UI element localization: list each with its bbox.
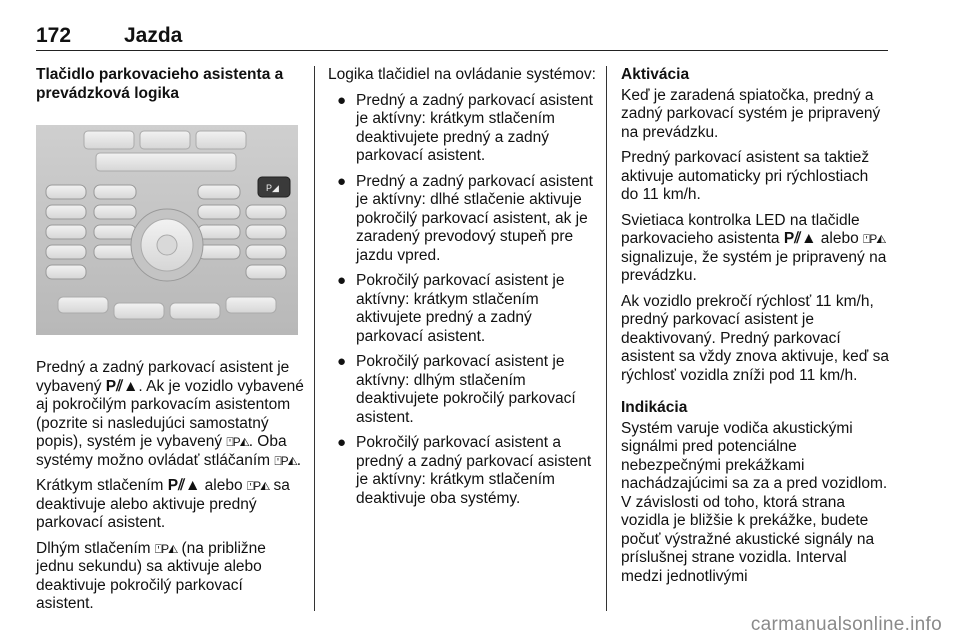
bullet-icon: ● — [337, 91, 347, 109]
heading-activation: Aktivácia — [621, 66, 690, 83]
advanced-parking-assist-icon: ⍞P◭ — [246, 479, 270, 493]
button-logic-intro: Logika tlačidiel na ovládanie systémov: — [328, 66, 596, 83]
button-logic-list — [328, 92, 596, 509]
chapter-title: Jazda — [124, 24, 183, 47]
advanced-parking-assist-icon: ⍞P◭ — [863, 232, 886, 246]
parking-assist-icon: P⫽▲ — [105, 377, 139, 395]
list-item: ● Pokročilý parkovací asistent je aktívny: krátkym stlačením aktivujete predný a zadný parkovací asistent. — [337, 272, 565, 345]
column-divider-1 — [314, 66, 315, 611]
center-console-image — [36, 125, 298, 335]
paragraph-speed-limit: Ak vozidlo prekročí rýchlosť 11 km/h, predný parkovací asistent je deaktivovaný. Predný parkovací asistent sa vždy znova aktivuje, keď sa rýchlosť vozidla zníži pod 11 km/h. — [621, 292, 889, 384]
section-heading-button-logic: Tlačidlo parkovacieho asistenta a prevádzková logika — [36, 66, 284, 102]
paragraph-indication: Systém varuje vodiča akustickými signálmi pred potenciálne nebezpečnými prekážkami nachádzajúcimi sa za a pred vozidlom. V závislosti od toho, ktorá strana vozidla je bližšie k prekážke, budete počuť výstražné akustické signály na príslušnej strane vozidla. Interval medzi jednotlivými — [621, 419, 888, 585]
bullet-icon: ● — [337, 353, 347, 370]
bullet-icon: ● — [337, 434, 347, 451]
bullet-icon: ● — [337, 272, 347, 289]
column-1 — [36, 66, 304, 621]
console-illustration — [36, 125, 298, 335]
paragraph-short-press: Krátkym stlačením P⫽▲ alebo ⍞P◭ sa deaktivuje alebo aktivuje predný parkovací asistent. — [36, 477, 290, 531]
bullet-icon: ● — [337, 172, 347, 190]
column-2 — [328, 66, 596, 515]
parking-assist-icon: P⫽▲ — [167, 477, 201, 494]
column-divider-2 — [606, 66, 607, 611]
paragraph-reverse-gear: Keď je zaradená spiatočka, predný a zadný parkovací systém je pripravený na prevádzku. — [621, 86, 881, 141]
list-item: ● Predný a zadný parkovací asistent je aktívny: krátkym stlačením deaktivujete predný a zadný parkovací asistent. — [337, 91, 593, 164]
paragraph-equipped: Predný a zadný parkovací asistent je vybavený P⫽▲. Ak je vozidlo vybavené aj pokročilým parkovacím asistentom (pozrite si nasledujúci samostatný popis), systém je vybavený ⍞P◭. Oba systémy možno ovládať stláčaním ⍞P◭. — [36, 359, 304, 469]
paragraph-auto-activate: Predný parkovací asistent sa taktiež aktivuje automaticky pri rýchlostiach do 11 km/h. — [621, 149, 870, 203]
header-divider — [36, 50, 888, 51]
list-item: ● Predný a zadný parkovací asistent je aktívny: dlhé stlačenie aktivuje pokročilý parkovací asistent, ak je zaradený prevodový stupeň pre jazdu vpred. — [337, 172, 593, 264]
advanced-parking-assist-icon: ⍞P◭ — [226, 435, 249, 449]
advanced-parking-assist-icon: ⍞P◭ — [154, 541, 178, 556]
page-number: 172 — [36, 24, 72, 47]
column-3 — [621, 66, 889, 593]
parking-assist-icon: P⫽▲ — [783, 230, 817, 247]
list-item: ● Pokročilý parkovací asistent je aktívny: dlhým stlačením deaktivujete pokročilý parkovací asistent. — [337, 353, 576, 426]
watermark: carmanualsonline.info — [750, 614, 942, 635]
list-item: ● Pokročilý parkovací asistent a predný a zadný parkovací asistent je aktívny: krátkym stlačením deaktivuje oba systémy. — [337, 434, 592, 507]
paragraph-long-press: Dlhým stlačením ⍞P◭ (na približne jednu sekundu) sa aktivuje alebo deaktivuje pokročilý parkovací asistent. — [36, 539, 266, 612]
advanced-parking-assist-icon: ⍞P◭ — [274, 453, 297, 468]
heading-indication: Indikácia — [621, 399, 688, 416]
parking-button-label: P◢ — [266, 183, 279, 193]
paragraph-led: Svietiaca kontrolka LED na tlačidle parkovacieho asistenta P⫽▲ alebo ⍞P◭ signalizuje, že systém je pripravený na prevádzku. — [621, 211, 887, 284]
